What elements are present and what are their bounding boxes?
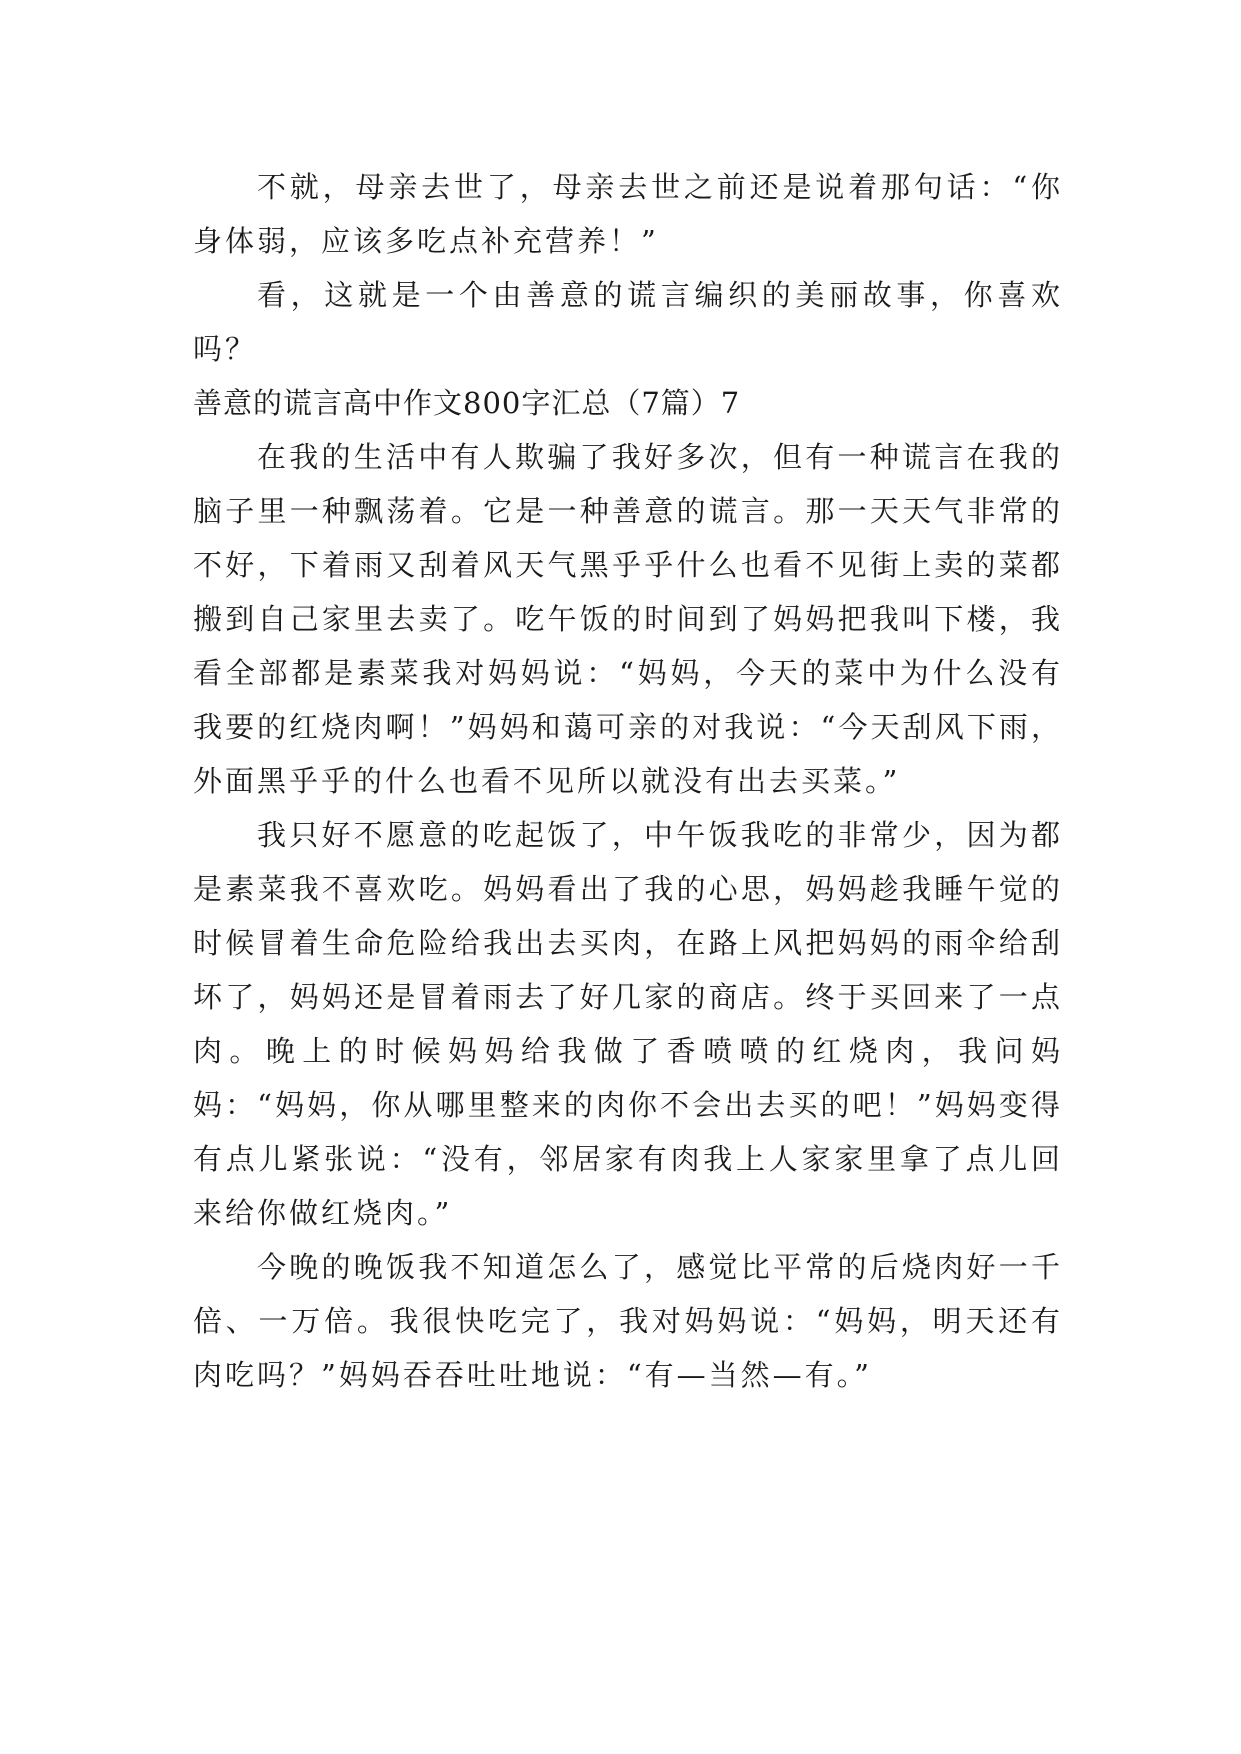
paragraph: 看，这就是一个由善意的谎言编织的美丽故事，你喜欢吗？: [193, 278, 1063, 366]
paragraph: 我只好不愿意的吃起饭了，中午饭我吃的非常少，因为都是素菜我不喜欢吃。妈妈看出了我的心思，妈妈趁我睡午觉的时候冒着生命危险给我出去买肉，在路上风把妈妈的雨伞给刮坏了，妈妈还是冒着雨去了好几家的商店。终于买回来了一点肉。晚上的时候妈妈给我做了香喷喷的红烧肉，我问妈妈：“妈妈，你从哪里整来的肉你不会出去买的吧！”妈妈变得有点儿紧张说：“没有，邻居家有肉我上人家家里拿了点儿回来给你做红烧肉。”: [193, 818, 1063, 1230]
section-heading: 善意的谎言高中作文800字汇总（7篇）7: [193, 386, 741, 420]
paragraph: 不就，母亲去世了，母亲去世之前还是说着那句话：“你身体弱，应该多吃点补充营养！”: [193, 170, 1063, 258]
document-body: [193, 160, 1063, 1402]
paragraph: 今晚的晚饭我不知道怎么了，感觉比平常的后烧肉好一千倍、一万倍。我很快吃完了，我对妈妈说：“妈妈，明天还有肉吃吗？”妈妈吞吞吐吐地说：“有—当然—有。”: [193, 1250, 1063, 1392]
paragraph: 在我的生活中有人欺骗了我好多次，但有一种谎言在我的脑子里一种飘荡着。它是一种善意的谎言。那一天天气非常的不好，下着雨又刮着风天气黑乎乎什么也看不见街上卖的菜都搬到自己家里去卖了。吃午饭的时间到了妈妈把我叫下楼，我看全部都是素菜我对妈妈说：“妈妈，今天的菜中为什么没有我要的红烧肉啊！”妈妈和蔼可亲的对我说：“今天刮风下雨，外面黑乎乎的什么也看不见所以就没有出去买菜。”: [193, 440, 1063, 798]
